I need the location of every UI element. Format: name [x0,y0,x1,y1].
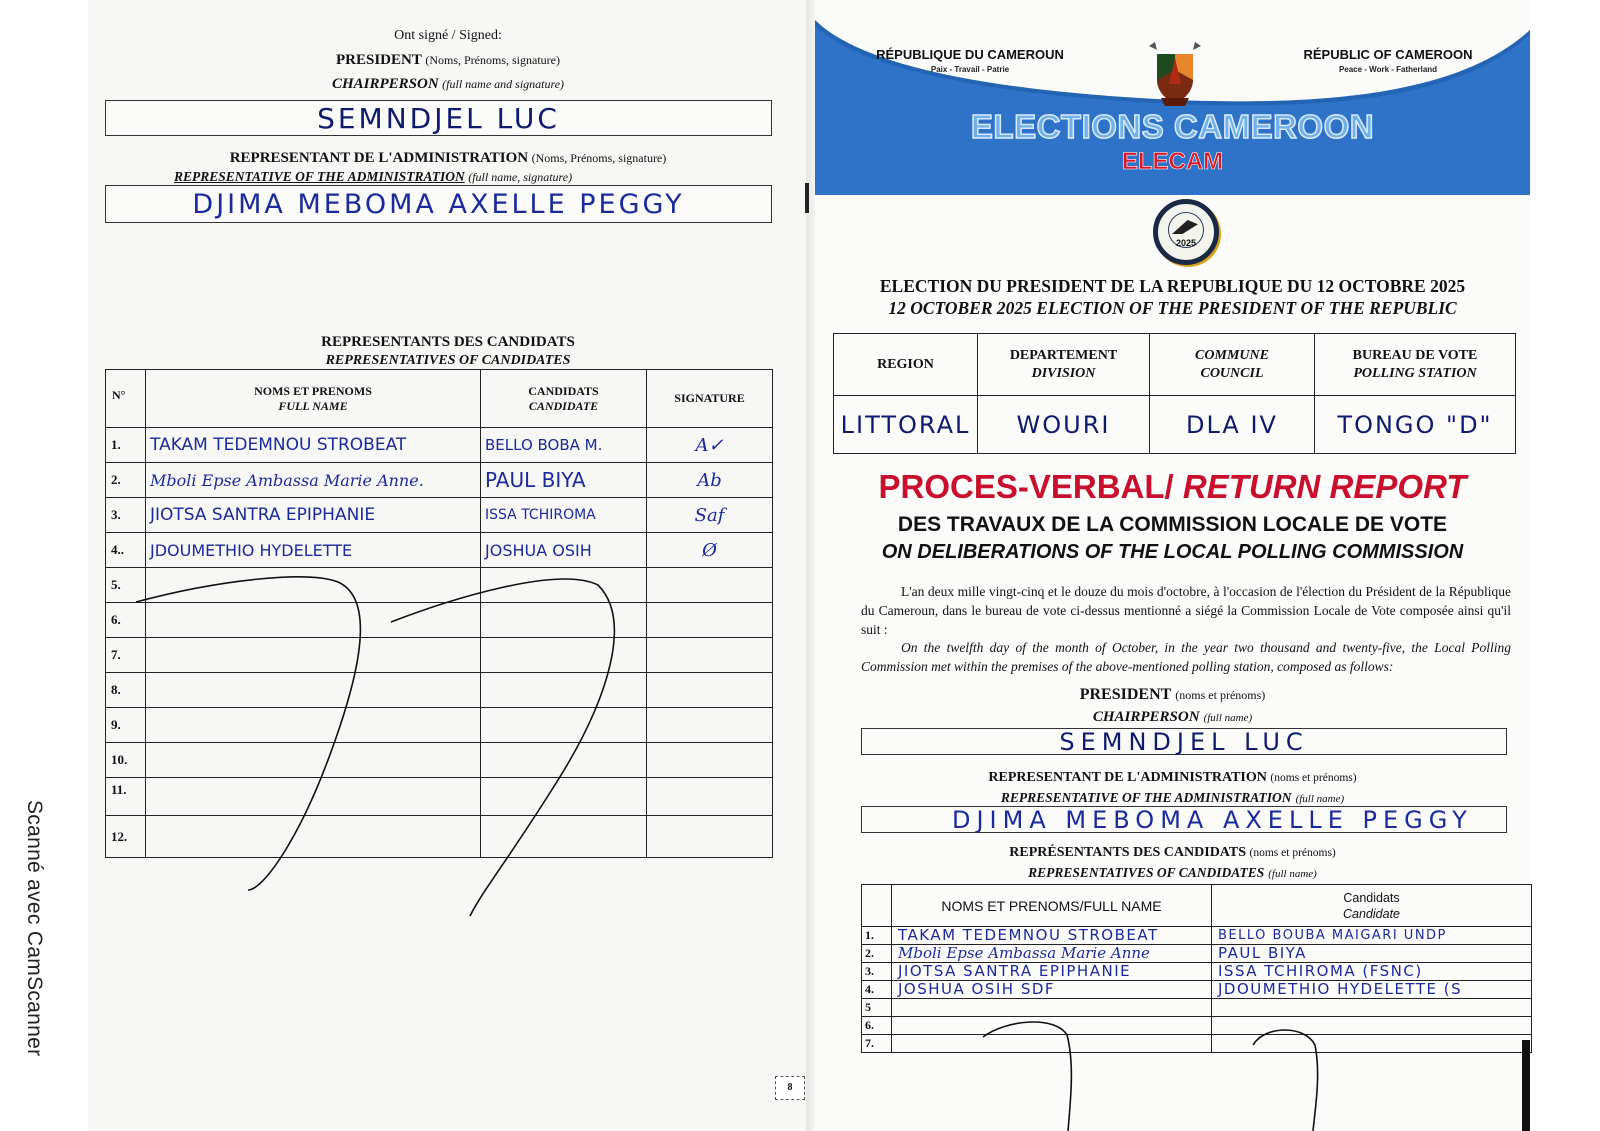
table-row [106,778,773,816]
intro-paragraph-en [861,638,1511,676]
candidates-title-fr-text: REPRÉSENTANTS DES CANDIDATS [1009,845,1247,860]
row-number: 3. [106,498,146,533]
row-number: 1. [862,927,892,945]
col-candidate-en: CANDIDATE [528,398,599,413]
candidate-cell[interactable]: JOSHUA OSIH [481,533,647,568]
table-row [106,603,773,638]
header-region-fr: REGION [877,356,934,372]
report-title-fr: PROCES-VERBAL/ [878,468,1174,505]
rep-name-cell[interactable]: JIOTSA SANTRA EPIPHANIE [146,498,481,533]
row-number: 5 [862,999,892,1017]
candidate-cell[interactable]: ISSA TCHIROMA (FSNC) [1212,963,1532,981]
signature-cell[interactable]: A✓ [647,428,773,463]
signature-cell[interactable]: Saf [647,498,773,533]
administration-label-fr-note: (noms et prénoms) [1270,772,1357,784]
signature-cell[interactable] [647,568,773,603]
republic-en-block [1293,47,1483,74]
table-row [862,963,1532,981]
president-label-fr-note: (Noms, Prénoms, signature) [425,53,560,67]
council-value[interactable]: DLA IV [1150,396,1315,454]
rep-name-cell[interactable] [892,1017,1212,1035]
coat-of-arms-icon [1145,40,1205,108]
polling-station-value[interactable]: TONGO "D" [1315,396,1516,454]
rep-name-cell[interactable]: TAKAM TEDEMNOU STROBEAT [892,927,1212,945]
president-name-value: SEMNDJEL LUC [317,101,560,135]
row-number: 4. [862,981,892,999]
administration-label-en-note: (full name) [1295,793,1345,805]
candidate-cell[interactable] [1212,1017,1532,1035]
camscanner-watermark: Scanné avec CamScanner [23,800,46,1057]
signature-cell[interactable] [647,743,773,778]
division-value[interactable]: WOURI [978,396,1150,454]
candidate-cell[interactable] [481,568,647,603]
president-label-fr: PRESIDENT [335,52,422,68]
region-value[interactable]: LITTORAL [834,396,978,454]
chairperson-label [88,76,808,93]
row-number: 7. [106,638,146,673]
report-title-en: RETURN REPORT [1173,468,1467,505]
table-row [106,568,773,603]
candidates-title-en-text: REPRESENTATIVES OF CANDIDATES [325,353,571,368]
header-division-fr: DEPARTEMENT [1009,347,1118,363]
left-page [88,0,808,1131]
location-header-row [834,334,1516,396]
table-row [106,673,773,708]
candidate-representatives-table [861,884,1532,1053]
signature-cell[interactable] [647,816,773,858]
table-row [862,981,1532,999]
header-council-fr: COMMUNE [1195,347,1269,363]
rep-name-cell[interactable] [892,1035,1212,1053]
rep-name-cell[interactable]: JDOUMETHIO HYDELETTE [146,533,481,568]
administration-name-value: DJIMA MEBOMA AXELLE PEGGY [192,188,685,220]
table-row [862,927,1532,945]
administration-label-en-row [815,789,1530,807]
candidate-cell[interactable] [481,778,647,816]
candidates-title-en-note: (full name) [1268,868,1317,880]
administration-label-en-row [88,169,808,186]
row-number: 4.. [106,533,146,568]
rep-name-cell[interactable] [146,603,481,638]
signature-cell[interactable] [647,673,773,708]
republic-fr-block [875,47,1065,74]
intro-paragraph-fr [861,582,1511,639]
col-full-name-en: FULL NAME [278,398,348,413]
election-seal-icon [1153,199,1219,265]
president-name-value: SEMNDJEL LUC [1059,727,1309,756]
president-name-field[interactable] [105,100,772,136]
rep-name-cell[interactable]: TAKAM TEDEMNOU STROBEAT [146,428,481,463]
candidates-title-en [815,864,1530,882]
table-row [106,498,773,533]
page-edge-shadow [1522,1040,1530,1131]
signature-cell[interactable] [647,708,773,743]
signature-cell[interactable] [647,603,773,638]
chairperson-label-en-note: (full name) [1203,712,1253,724]
table-row [106,816,773,858]
col-candidate-en: Candidate [1343,906,1400,921]
chairperson-label [815,708,1530,726]
header-polling-station [1315,334,1516,396]
header-polling-station-en: POLLING STATION [1353,365,1477,381]
row-number: 7. [862,1035,892,1053]
page-number: 8 [775,1076,805,1100]
seal-year: 2025 [1175,238,1197,248]
row-number: 6. [106,603,146,638]
administration-label [88,150,808,167]
header-council [1150,334,1315,396]
col-full-name [146,370,481,428]
table-row [106,533,773,568]
signature-cell[interactable] [647,778,773,816]
row-number: 12. [106,816,146,858]
candidates-title-fr-text: REPRESENTANTS DES CANDIDATS [321,334,575,350]
candidate-cell[interactable] [1212,1035,1532,1053]
row-number: 8. [106,673,146,708]
location-values-row [834,396,1516,454]
header-division-en: DIVISION [1031,365,1096,381]
row-number: 5. [106,568,146,603]
rep-name-cell[interactable] [146,673,481,708]
location-table [833,333,1516,454]
table-row [862,1017,1532,1035]
administration-label-fr: REPRESENTANT DE L'ADMINISTRATION [229,150,529,166]
president-name-field[interactable] [861,728,1507,755]
republic-en-motto: Peace - Work - Fatherland [1338,65,1438,74]
col-signature: SIGNATURE [647,370,773,428]
table-row [862,945,1532,963]
candidates-title-en [88,352,808,369]
candidate-cell[interactable]: PAUL BIYA [481,463,647,498]
chairperson-label-en: CHAIRPERSON [331,76,439,92]
administration-label [815,770,1530,786]
chairperson-label-en-note: (full name and signature) [442,77,565,91]
row-number: 3. [862,963,892,981]
rep-name-cell[interactable] [146,743,481,778]
rep-name-cell[interactable] [146,708,481,743]
rep-name-cell[interactable] [892,999,1212,1017]
table-row [106,708,773,743]
election-title-en: 12 OCTOBER 2025 ELECTION OF THE PRESIDENT OF THE REPUBLIC [888,298,1457,318]
candidate-cell[interactable]: JDOUMETHIO HYDELETTE (S [1212,981,1532,999]
president-label-fr-note: (noms et prénoms) [1175,688,1266,702]
row-number: 1. [106,428,146,463]
administration-label-en: REPRESENTATIVE OF THE ADMINISTRATION [1000,790,1292,805]
row-number: 6. [862,1017,892,1035]
col-candidate [1212,885,1532,927]
col-candidate-fr: Candidats [1343,890,1400,905]
administration-name-field[interactable] [861,806,1507,833]
republic-fr-motto: Paix - Travail - Patrie [930,65,1010,74]
table-row [862,1035,1532,1053]
col-full-name: NOMS ET PRENOMS/FULL NAME [892,885,1212,927]
table-row [106,743,773,778]
table-header-row [106,370,773,428]
candidate-cell[interactable]: BELLO BOUBA MAIGARI UNDP [1212,927,1532,945]
republic-en-title: RÉPUBLIC OF CAMEROON [1303,47,1473,62]
table-header-row [862,885,1532,927]
rep-name-cell[interactable] [146,778,481,816]
col-candidate-fr: CANDIDATS [528,383,599,398]
candidate-cell[interactable] [1212,999,1532,1017]
intro-fr-text: L'an deux mille vingt-cinq et le douze du mois d'octobre, à l'occasion de l'élection du Président de la République du Cameroun, dans le bureau de vote ci-dessus mentionné a siégé la Commission Locale de Vote composée ainsi qu'il suit : [861,584,1511,637]
intro-en-text: On the twelfth day of the month of October, in the year two thousand and twenty-five, the Local Polling Commission met within the premises of the above-mentioned polling station, composed as follows: [861,640,1511,674]
elecam-acronym: ELECAM [1121,148,1224,175]
administration-name-field[interactable] [105,185,772,223]
candidate-cell[interactable] [481,603,647,638]
signature-cell[interactable] [647,638,773,673]
administration-label-en: REPRESENTATIVE OF THE ADMINISTRATION [174,169,465,184]
col-candidate [481,370,647,428]
rep-name-cell[interactable]: JIOTSA SANTRA EPIPHANIE [892,963,1212,981]
elections-cameroon-title: ELECTIONS CAMEROON [970,108,1375,145]
table-row [106,463,773,498]
administration-label-en-note: (full name, signature) [468,170,573,184]
table-row [106,638,773,673]
header-polling-station-fr: BUREAU DE VOTE [1352,347,1478,363]
candidate-representatives-table [105,369,773,858]
row-number: 2. [106,463,146,498]
signed-heading [88,28,808,44]
candidate-cell[interactable]: ISSA TCHIROMA [481,498,647,533]
row-number: 2. [862,945,892,963]
candidate-cell[interactable] [481,638,647,673]
row-number: 9. [106,708,146,743]
report-subtitle-fr: DES TRAVAUX DE LA COMMISSION LOCALE DE VOTE [897,513,1448,536]
candidate-cell[interactable]: PAUL BIYA [1212,945,1532,963]
rep-name-cell[interactable] [146,638,481,673]
right-page [815,0,1530,1131]
rep-name-cell[interactable] [146,816,481,858]
row-number: 11. [106,778,146,816]
row-number: 10. [106,743,146,778]
header-region [834,334,978,396]
signed-heading-text: Ont signé / Signed: [394,28,502,43]
candidate-cell[interactable] [481,708,647,743]
candidate-cell[interactable] [481,673,647,708]
rep-name-cell[interactable]: Mboli Epse Ambassa Marie Anne. [146,463,481,498]
signature-cell[interactable]: Ø [647,533,773,568]
election-title-fr: ELECTION DU PRESIDENT DE LA REPUBLIQUE DU 12 OCTOBRE 2025 [879,276,1466,296]
header-division [978,334,1150,396]
republic-fr-title: RÉPUBLIQUE DU CAMEROUN [876,47,1064,62]
president-label-fr: PRESIDENT [1079,686,1172,703]
col-number: N° [106,370,146,428]
rep-name-cell[interactable] [146,568,481,603]
rep-name-cell[interactable]: JOSHUA OSIH SDF [892,981,1212,999]
chairperson-label-en: CHAIRPERSON [1092,709,1200,725]
header-council-en: COUNCIL [1200,365,1264,381]
candidates-title-fr [88,334,808,351]
signature-cell[interactable]: Ab [647,463,773,498]
president-label [815,686,1530,704]
candidates-title-en-text: REPRESENTATIVES OF CANDIDATES [1028,865,1265,880]
candidates-title-fr-note: (noms et prénoms) [1249,847,1336,859]
candidate-cell[interactable] [481,743,647,778]
candidates-title-fr [815,845,1530,861]
report-title [815,468,1530,506]
administration-label-fr-note: (Noms, Prénoms, signature) [531,151,667,165]
rep-name-cell[interactable]: Mboli Epse Ambassa Marie Anne [892,945,1212,963]
staple-top [805,183,809,213]
table-row [862,999,1532,1017]
candidate-cell[interactable] [481,816,647,858]
col-full-name-fr: NOMS ET PRENOMS [254,383,372,398]
candidate-cell[interactable]: BELLO BOBA M. [481,428,647,463]
col-number [862,885,892,927]
administration-name-value: DJIMA MEBOMA AXELLE PEGGY [952,805,1473,834]
table-row [106,428,773,463]
administration-label-fr: REPRESENTANT DE L'ADMINISTRATION [988,770,1267,785]
report-subtitle-en: ON DELIBERATIONS OF THE LOCAL POLLING COMMISSION [881,541,1464,563]
president-label [88,52,808,69]
